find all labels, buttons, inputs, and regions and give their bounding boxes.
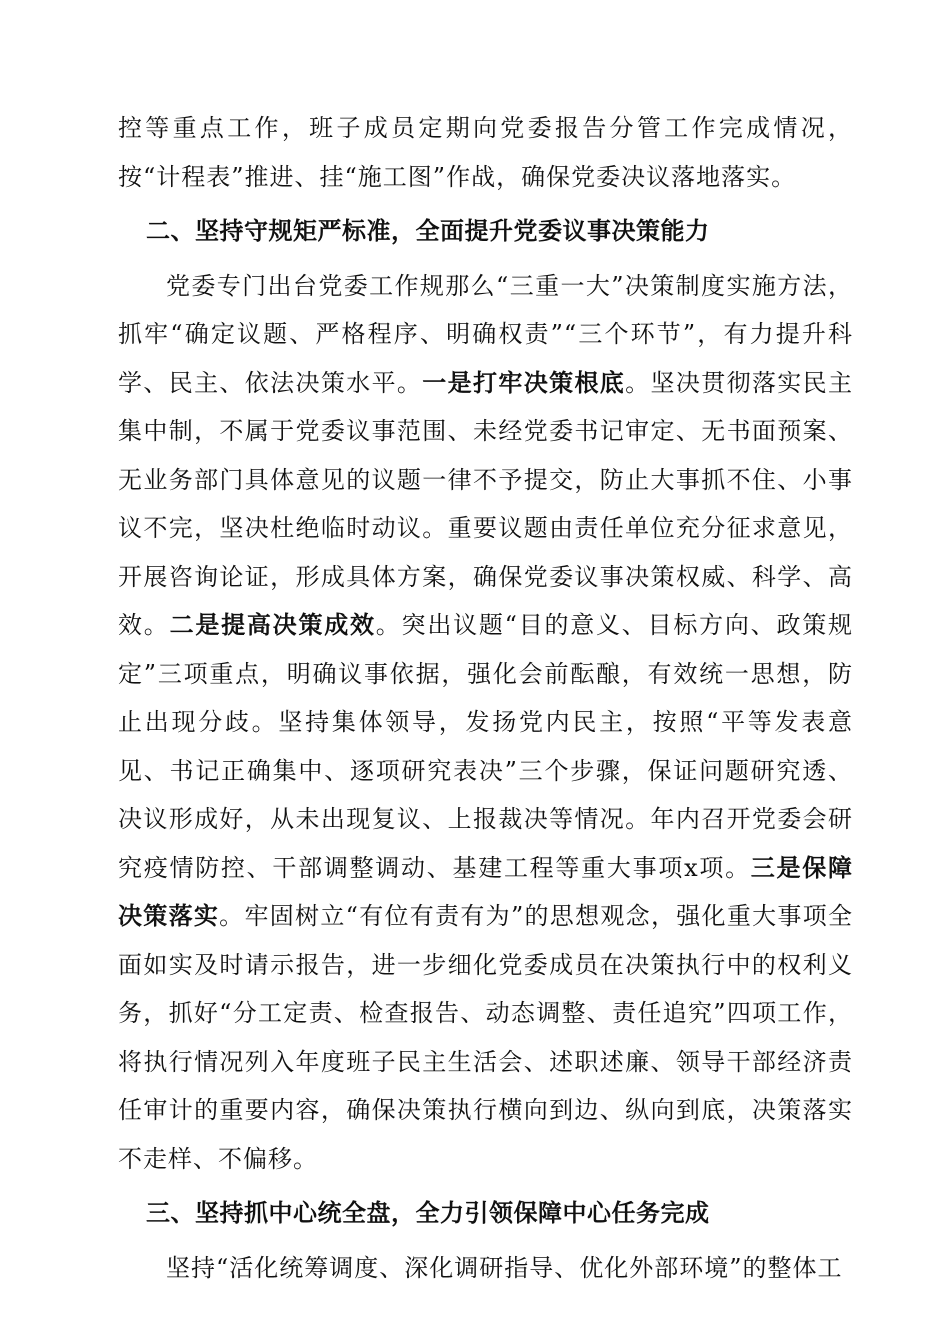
point-3-title: 三是保障决策落实: [118, 852, 853, 930]
paragraph-1-text: 控等重点工作，班子成员定期向党委报告分管工作完成情况，按“计程表”推进、挂“施工图”作战，确保党委决议落地落实。: [118, 114, 853, 191]
point-1-title: 一是打牢决策根底: [422, 367, 626, 397]
point-2-title: 二是提高决策成效: [169, 610, 376, 639]
paragraph-decision-making: [118, 262, 853, 1184]
paragraph-3: [118, 1244, 853, 1293]
document-body: [118, 104, 853, 1292]
point-2-text: 。突出议题“目的意义、目标方向、政策规定”三项重点，明确议事依据，强化会前酝酿，有效统一思想，防止出现分歧。坚持集体领导，发扬党内民主，按照“平等发表意见、书记正确集中、逐项研究表决”三个步骤，保证问题研究透、决议形成好，从未出现复议、上报裁决等情况。年内召开党委会研究疫情防控、干部调整调动、基建工程等重大事项x项。: [118, 611, 854, 882]
section-heading-2: 二、坚持守规矩严标准，全面提升党委议事决策能力: [146, 217, 710, 245]
section-heading-3: 三、坚持抓中心统全盘，全力引领保障中心任务完成: [146, 1199, 710, 1227]
point-1-text: 。坚决贯彻落实民主集中制，不属于党委议事范围、未经党委书记审定、无书面预案、无业务部门具体意见的议题一律不予提交，防止大事抓不住、小事议不完，坚决杜绝临时动议。重要议题由责任单位充分征求意见，开展咨询论证，形成具体方案，确保党委议事决策权威、科学、高效。: [118, 368, 854, 639]
paragraph-2-intro: 党委专门出台党委工作规那么“三重一大”决策制度实施方法，抓牢“确定议题、严格程序、明确权责”“三个环节”，有力提升科学、民主、依法决策水平。: [118, 271, 853, 397]
point-3-text: 。牢固树立“有位有责有为”的思想观念，强化重大事项全面如实及时请示报告，进一步细化党委成员在决策执行中的权利义务，抓好“分工定责、检查报告、动态调整、责任追究”四项工作，将执行情况列入年度班子民主生活会、述职述廉、领导干部经济责任审计的重要内容，确保决策执行横向到边、纵向到底，决策落实不走样、不偏移。: [118, 902, 853, 1173]
paragraph-continuation: [118, 104, 853, 201]
paragraph-3-text: 坚持“活化统筹调度、深化调研指导、优化外部环境”的整体工: [166, 1253, 843, 1282]
